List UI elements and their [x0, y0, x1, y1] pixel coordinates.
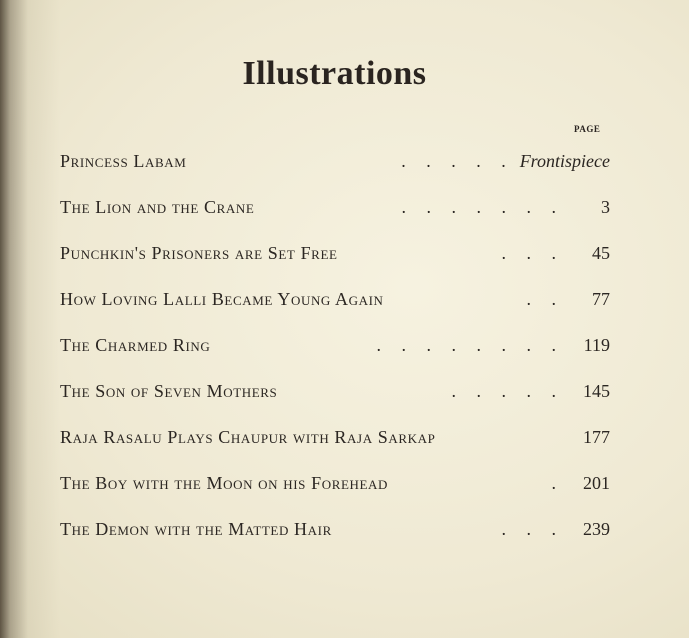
list-item	[60, 368, 610, 414]
list-item	[60, 138, 610, 184]
dot-leader: . . . . .	[451, 380, 564, 401]
list-item	[60, 506, 610, 552]
page-number: 3	[601, 196, 610, 217]
illustration-title: Princess Labam	[60, 150, 187, 171]
illustration-title: Punchkin's Prisoners are Set Free	[60, 242, 338, 263]
dot-leader: . . . . .	[401, 150, 514, 171]
page-number: Frontispiece	[519, 150, 610, 171]
list-item	[60, 230, 610, 276]
illustration-title: The Son of Seven Mothers	[60, 380, 278, 401]
page-number: 177	[583, 426, 610, 447]
dot-leader: . . .	[501, 518, 564, 539]
page-title	[0, 55, 689, 93]
illustration-title: The Lion and the Crane	[60, 196, 255, 217]
page-number: 145	[583, 380, 610, 401]
list-item	[60, 460, 610, 506]
illustrations-list	[60, 138, 610, 552]
page-number: 119	[583, 334, 610, 355]
dot-leader: . .	[526, 288, 564, 309]
dot-leader: . . . . . . .	[401, 196, 564, 217]
dot-leader: .	[551, 472, 564, 493]
page-title-text: Illustrations	[242, 55, 427, 92]
illustration-title: The Charmed Ring	[60, 334, 211, 355]
illustration-title: The Boy with the Moon on his Forehead	[60, 472, 389, 493]
list-item	[60, 322, 610, 368]
page-number: 77	[592, 288, 610, 309]
illustration-title: Raja Rasalu Plays Chaupur with Raja Sarkap	[60, 426, 436, 447]
illustration-title: The Demon with the Matted Hair	[60, 518, 332, 539]
list-item	[60, 276, 610, 322]
page-number: 45	[592, 242, 610, 263]
illustration-title: How Loving Lalli Became Young Again	[60, 288, 384, 309]
list-item	[60, 184, 610, 230]
list-item	[60, 414, 610, 460]
dot-leader: . . . . . . . .	[376, 334, 564, 355]
page-number: 239	[583, 518, 610, 539]
page-column-label: PAGE	[574, 124, 601, 134]
dot-leader: . . .	[501, 242, 564, 263]
page-number: 201	[583, 472, 610, 493]
